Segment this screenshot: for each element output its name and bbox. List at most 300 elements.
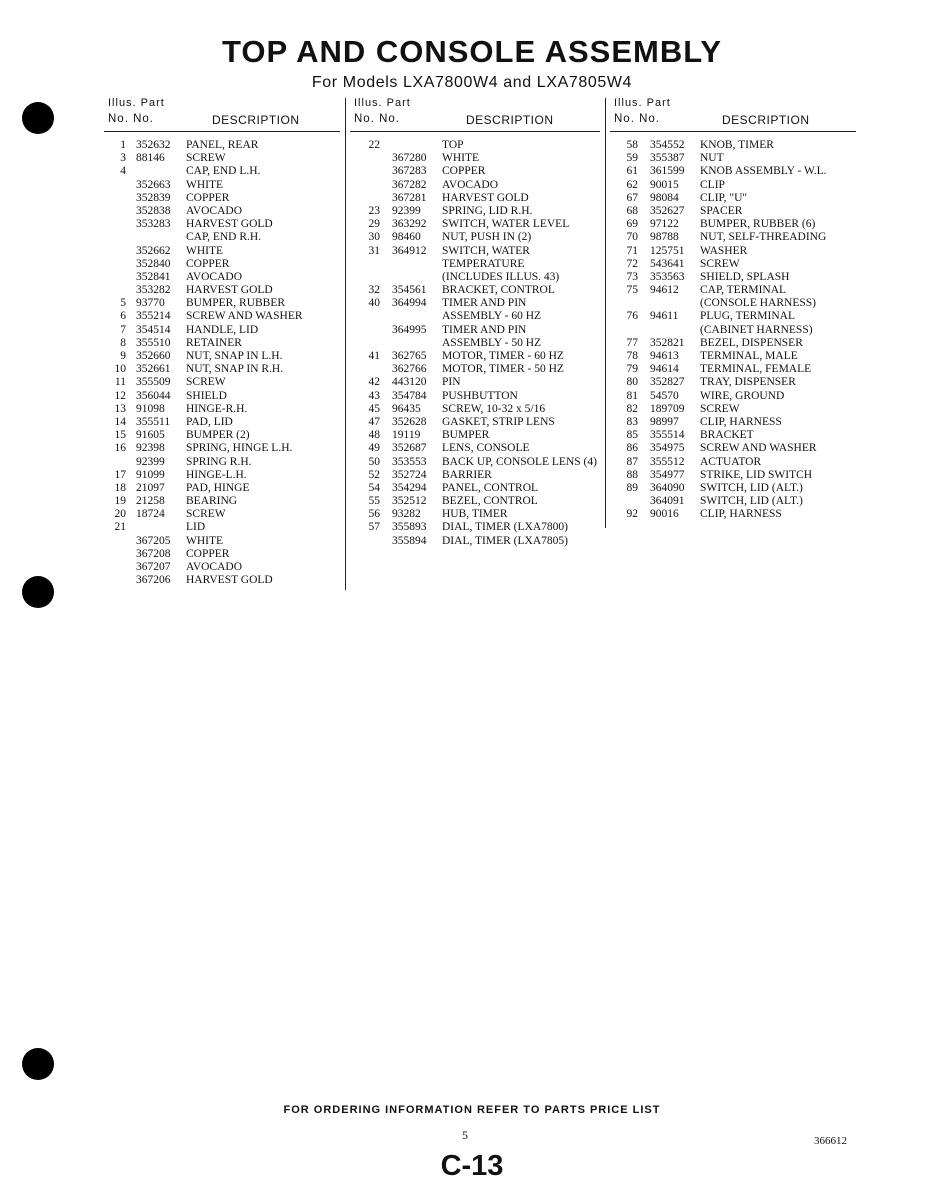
part-description: PANEL, CONTROL (442, 481, 539, 494)
illus-number: 48 (368, 429, 380, 442)
table-row (350, 139, 600, 152)
table-row (350, 469, 600, 482)
part-number: 352821 (650, 336, 685, 349)
part-description: CAP, END L.H. (186, 165, 261, 178)
part-number: 355509 (136, 376, 171, 389)
illus-number: 13 (114, 402, 126, 415)
table-row (610, 271, 856, 284)
part-description: SPACER (700, 204, 743, 217)
part-number: 96435 (392, 402, 421, 415)
binder-hole-icon (22, 102, 54, 134)
page-title: TOP AND CONSOLE ASSEMBLY (222, 34, 722, 69)
table-row (610, 284, 856, 297)
illus-number: 19 (114, 495, 126, 508)
part-description: NUT, SNAP IN R.H. (186, 363, 284, 376)
illus-number: 69 (626, 218, 638, 231)
part-number: 353563 (650, 270, 685, 283)
part-number: 364994 (392, 297, 427, 310)
part-description: HINGE-R.H. (186, 402, 248, 415)
part-number: 367280 (392, 152, 427, 165)
table-row (104, 350, 340, 363)
table-row (610, 258, 856, 271)
part-number: 367283 (392, 165, 427, 178)
table-row (104, 218, 340, 231)
part-description: SHIELD (186, 389, 227, 402)
table-row (350, 245, 600, 258)
illus-number: 22 (368, 139, 380, 151)
table-row (610, 469, 856, 482)
table-row (610, 350, 856, 363)
table-row (350, 337, 600, 350)
part-description: AVOCADO (186, 561, 243, 573)
part-number: 352724 (392, 468, 427, 481)
part-number: 98997 (650, 415, 679, 428)
part-number: 367205 (136, 534, 171, 547)
illus-number: 29 (368, 218, 380, 231)
illus-number: 31 (368, 244, 380, 257)
part-description: HUB, TIMER (442, 508, 508, 521)
part-description: HINGE-L.H. (186, 468, 247, 481)
illus-number: 54 (368, 481, 380, 494)
part-description: CAP, END R.H. (186, 231, 262, 244)
part-description: SCREW, 10-32 x 5/16 (442, 402, 546, 415)
part-number: 352663 (136, 178, 171, 191)
table-row (104, 442, 340, 455)
part-number: 355387 (650, 152, 685, 165)
illus-number: 10 (114, 363, 126, 376)
illus-number: 85 (626, 429, 638, 442)
parts-list (104, 139, 340, 587)
table-row (610, 218, 856, 231)
table-row (350, 297, 600, 310)
part-description: SCREW (186, 376, 226, 389)
part-number: 367282 (392, 178, 427, 191)
part-number: 352512 (392, 495, 427, 508)
illus-number: 20 (114, 508, 126, 521)
table-row (350, 456, 600, 469)
illus-number: 58 (626, 139, 638, 151)
part-description: WHITE (186, 534, 224, 547)
description-label: DESCRIPTION (722, 113, 810, 127)
part-description: (CABINET HARNESS) (700, 323, 813, 336)
table-row (104, 324, 340, 337)
part-description: SWITCH, LID (ALT.) (700, 495, 803, 508)
table-row (610, 192, 856, 205)
part-number: 352827 (650, 376, 685, 389)
section-code: C-13 (440, 1150, 504, 1182)
part-description: SCREW (700, 257, 740, 270)
table-row (350, 482, 600, 495)
part-description: NUT (700, 152, 724, 165)
part-description: (CONSOLE HARNESS) (700, 297, 816, 310)
part-number: 367281 (392, 191, 427, 204)
part-number: 90015 (650, 178, 679, 191)
part-number: 353282 (136, 284, 171, 297)
part-description: HARVEST GOLD (186, 218, 273, 231)
illus-number: 41 (368, 350, 380, 362)
part-number: 98788 (650, 231, 679, 244)
part-description: AVOCADO (186, 204, 243, 217)
part-description: BUMPER, RUBBER (186, 297, 286, 310)
part-description: BEZEL, DISPENSER (700, 336, 803, 349)
table-row (104, 337, 340, 350)
table-row (104, 469, 340, 482)
part-description: TERMINAL, MALE (700, 350, 798, 362)
table-row (104, 548, 340, 561)
part-description: BUMPER (2) (186, 429, 250, 442)
illus-number: 88 (626, 468, 638, 481)
part-description: BEARING (186, 495, 238, 508)
table-row (350, 495, 600, 508)
part-number: 98084 (650, 191, 679, 204)
part-number: 353553 (392, 455, 427, 468)
part-number: 355511 (136, 415, 171, 428)
illus-number: 4 (120, 165, 126, 178)
illus-number: 23 (368, 204, 380, 217)
illus-number: 79 (626, 363, 638, 376)
illus-number: 76 (626, 310, 638, 323)
table-row (104, 192, 340, 205)
part-number: 363292 (392, 218, 427, 231)
part-description: PAD, HINGE (186, 481, 250, 494)
part-number: 354561 (392, 284, 427, 297)
table-row (350, 429, 600, 442)
part-description: COPPER (442, 165, 486, 178)
parts-column-3 (610, 94, 856, 521)
illus-number: 73 (626, 270, 638, 283)
table-row (350, 363, 600, 376)
part-description: BUMPER (442, 429, 490, 442)
part-description: ACTUATOR (700, 455, 762, 468)
table-row (610, 337, 856, 350)
part-number: 97122 (650, 218, 679, 231)
part-number: 352838 (136, 204, 171, 217)
part-number: 364995 (392, 323, 427, 336)
illus-number: 17 (114, 468, 126, 481)
table-row (350, 416, 600, 429)
illus-number: 8 (120, 336, 126, 349)
part-description: PANEL, REAR (186, 139, 259, 151)
part-number: 91605 (136, 429, 165, 442)
document-code: 366612 (814, 1135, 847, 1147)
part-number: 94614 (650, 363, 679, 376)
part-description: RETAINER (186, 336, 242, 349)
table-row (610, 139, 856, 152)
table-row (104, 139, 340, 152)
table-row (350, 310, 600, 323)
part-description: HARVEST GOLD (186, 574, 273, 587)
part-description: SWITCH, WATER LEVEL (442, 218, 570, 231)
illus-number: 32 (368, 284, 380, 297)
table-row (104, 535, 340, 548)
table-row (104, 271, 340, 284)
column-divider (605, 98, 606, 528)
table-row (610, 179, 856, 192)
part-description: COPPER (186, 191, 230, 204)
part-number: 189709 (650, 402, 685, 415)
illus-number: 16 (114, 442, 126, 455)
illus-number: 81 (626, 389, 638, 402)
illus-number: 5 (120, 297, 126, 310)
illus-number: 83 (626, 415, 638, 428)
table-row (104, 205, 340, 218)
part-number: 367206 (136, 574, 171, 587)
part-number: 355514 (650, 429, 685, 442)
table-row (350, 403, 600, 416)
table-row (104, 495, 340, 508)
table-row (104, 403, 340, 416)
illus-number: 47 (368, 415, 380, 428)
illus-number: 68 (626, 204, 638, 217)
part-number: 94612 (650, 284, 679, 297)
table-row (610, 205, 856, 218)
part-description: CLIP, "U" (700, 191, 748, 204)
illus-number: 1 (120, 139, 126, 151)
column-header (350, 94, 600, 132)
part-description: TIMER AND PIN (442, 297, 527, 310)
part-number: 91098 (136, 402, 165, 415)
table-row (350, 231, 600, 244)
part-description: PIN (442, 376, 461, 389)
part-description: WASHER (700, 244, 748, 257)
illus-number: 40 (368, 297, 380, 310)
part-number: 354552 (650, 139, 685, 151)
part-number: 355214 (136, 310, 171, 323)
illus-number: 50 (368, 455, 380, 468)
part-number: 543641 (650, 257, 685, 270)
illus-number: 11 (114, 376, 126, 389)
part-description: BUMPER, RUBBER (6) (700, 218, 816, 231)
table-row (350, 535, 600, 548)
part-number: 354514 (136, 323, 171, 336)
part-number: 364090 (650, 481, 685, 494)
part-description: KNOB, TIMER (700, 139, 774, 151)
part-number: 94613 (650, 350, 679, 362)
description-label: DESCRIPTION (466, 113, 554, 127)
table-row (610, 324, 856, 337)
illus-number: 15 (114, 429, 126, 442)
part-number: 367207 (136, 561, 171, 573)
table-row (350, 152, 600, 165)
no-no-label: No. No. (354, 113, 400, 125)
table-row (610, 231, 856, 244)
part-description: COPPER (186, 257, 230, 270)
part-description: LID (186, 521, 206, 534)
part-description: TOP (442, 139, 464, 151)
part-description: TIMER AND PIN (442, 323, 527, 336)
table-row (104, 297, 340, 310)
page-number: 5 (462, 1128, 468, 1142)
illus-number: 52 (368, 468, 380, 481)
part-description: SCREW (186, 508, 226, 521)
part-number: 91099 (136, 468, 165, 481)
illus-number: 61 (626, 165, 638, 178)
table-row (610, 390, 856, 403)
illus-number: 9 (120, 350, 126, 362)
table-row (610, 376, 856, 389)
table-row (610, 442, 856, 455)
part-number: 352628 (392, 415, 427, 428)
part-description: PUSHBUTTON (442, 389, 518, 402)
part-description: NUT, PUSH IN (2) (442, 231, 532, 244)
illus-number: 45 (368, 402, 380, 415)
illus-number: 80 (626, 376, 638, 389)
part-description: STRIKE, LID SWITCH (700, 468, 813, 481)
part-number: 362766 (392, 363, 427, 376)
table-row (104, 429, 340, 442)
illus-number: 42 (368, 376, 380, 389)
table-row (350, 442, 600, 455)
part-number: 352661 (136, 363, 171, 376)
no-no-label: No. No. (614, 113, 660, 125)
part-number: 352841 (136, 270, 171, 283)
part-description: MOTOR, TIMER - 60 HZ (442, 350, 564, 362)
part-number: 98460 (392, 231, 421, 244)
table-row (610, 403, 856, 416)
part-number: 54570 (650, 389, 679, 402)
table-row (350, 192, 600, 205)
table-row (610, 495, 856, 508)
part-description: NUT, SELF-THREADING (700, 231, 827, 244)
part-description: SCREW (700, 402, 740, 415)
parts-list (350, 139, 600, 548)
table-row (610, 310, 856, 323)
illus-number: 62 (626, 178, 638, 191)
table-row (104, 284, 340, 297)
illus-number: 18 (114, 481, 126, 494)
part-number: 88146 (136, 152, 165, 165)
part-number: 355894 (392, 534, 427, 547)
part-description: ASSEMBLY - 60 HZ (442, 310, 542, 323)
part-number: 355510 (136, 336, 171, 349)
illus-number: 75 (626, 284, 638, 297)
table-row (610, 165, 856, 178)
part-number: 364091 (650, 495, 685, 508)
part-number: 18724 (136, 508, 165, 521)
table-row (350, 179, 600, 192)
part-number: 354294 (392, 481, 427, 494)
part-description: CLIP, HARNESS (700, 415, 782, 428)
part-description: SCREW (186, 152, 226, 165)
description-label: DESCRIPTION (212, 113, 300, 127)
part-description: AVOCADO (186, 270, 243, 283)
part-description: WIRE, GROUND (700, 389, 785, 402)
table-row (350, 205, 600, 218)
part-number: 354977 (650, 468, 685, 481)
part-description: LENS, CONSOLE (442, 442, 530, 455)
table-row (350, 218, 600, 231)
part-description: PLUG, TERMINAL (700, 310, 795, 323)
table-row (610, 363, 856, 376)
part-description: DIAL, TIMER (LXA7805) (442, 534, 568, 547)
part-number: 93282 (392, 508, 421, 521)
illus-number: 7 (120, 323, 126, 336)
table-row (350, 258, 600, 271)
part-description: DIAL, TIMER (LXA7800) (442, 521, 568, 534)
table-row (104, 363, 340, 376)
table-row (610, 297, 856, 310)
part-number: 94611 (650, 310, 679, 323)
part-description: CLIP (700, 178, 725, 191)
part-description: TEMPERATURE (442, 257, 525, 270)
table-row (104, 165, 340, 178)
illus-part-label: Illus. Part (614, 97, 671, 109)
part-description: SPRING, HINGE L.H. (186, 442, 293, 455)
part-number: 352687 (392, 442, 427, 455)
illus-number: 82 (626, 402, 638, 415)
illus-number: 59 (626, 152, 638, 165)
models-subtitle: For Models LXA7800W4 and LXA7805W4 (311, 74, 633, 91)
part-number: 364912 (392, 244, 427, 257)
table-row (104, 456, 340, 469)
part-description: SCREW AND WASHER (700, 442, 817, 455)
illus-number: 70 (626, 231, 638, 244)
part-number: 90016 (650, 508, 679, 521)
part-number: 443120 (392, 376, 427, 389)
part-number: 92399 (136, 455, 165, 468)
part-number: 352840 (136, 257, 171, 270)
table-row (350, 350, 600, 363)
illus-number: 49 (368, 442, 380, 455)
table-row (104, 258, 340, 271)
binder-hole-icon (22, 576, 54, 608)
table-row (104, 179, 340, 192)
table-row (104, 390, 340, 403)
part-description: (INCLUDES ILLUS. 43) (442, 270, 560, 283)
part-description: BARRIER (442, 468, 492, 481)
part-number: 352627 (650, 204, 685, 217)
table-row (350, 521, 600, 534)
part-description: SHIELD, SPLASH (700, 270, 790, 283)
table-row (610, 456, 856, 469)
illus-part-label: Illus. Part (354, 97, 411, 109)
parts-column-2 (350, 94, 600, 548)
part-number: 352660 (136, 350, 171, 362)
illus-number: 30 (368, 231, 380, 244)
part-number: 21097 (136, 481, 165, 494)
part-number: 354975 (650, 442, 685, 455)
part-description: PAD, LID (186, 415, 233, 428)
part-number: 92399 (392, 204, 421, 217)
table-row (104, 574, 340, 587)
part-number: 361599 (650, 165, 685, 178)
table-row (610, 429, 856, 442)
part-number: 356044 (136, 389, 171, 402)
no-no-label: No. No. (108, 113, 154, 125)
part-number: 352632 (136, 139, 171, 151)
illus-number: 57 (368, 521, 380, 534)
table-row (350, 165, 600, 178)
part-number: 367208 (136, 547, 171, 560)
part-description: WHITE (186, 244, 224, 257)
table-row (610, 416, 856, 429)
part-description: SPRING R.H. (186, 455, 252, 468)
parts-list (610, 139, 856, 521)
part-number: 93770 (136, 297, 165, 310)
part-description: BEZEL, CONTROL (442, 495, 538, 508)
illus-number: 87 (626, 455, 638, 468)
illus-number: 78 (626, 350, 638, 362)
part-description: MOTOR, TIMER - 50 HZ (442, 363, 564, 376)
table-row (610, 245, 856, 258)
part-description: WHITE (186, 178, 224, 191)
table-row (610, 152, 856, 165)
part-description: ASSEMBLY - 50 HZ (442, 336, 542, 349)
part-number: 362765 (392, 350, 427, 362)
part-description: SCREW AND WASHER (186, 310, 303, 323)
part-description: HANDLE, LID (186, 323, 259, 336)
part-description: SWITCH, LID (ALT.) (700, 481, 803, 494)
